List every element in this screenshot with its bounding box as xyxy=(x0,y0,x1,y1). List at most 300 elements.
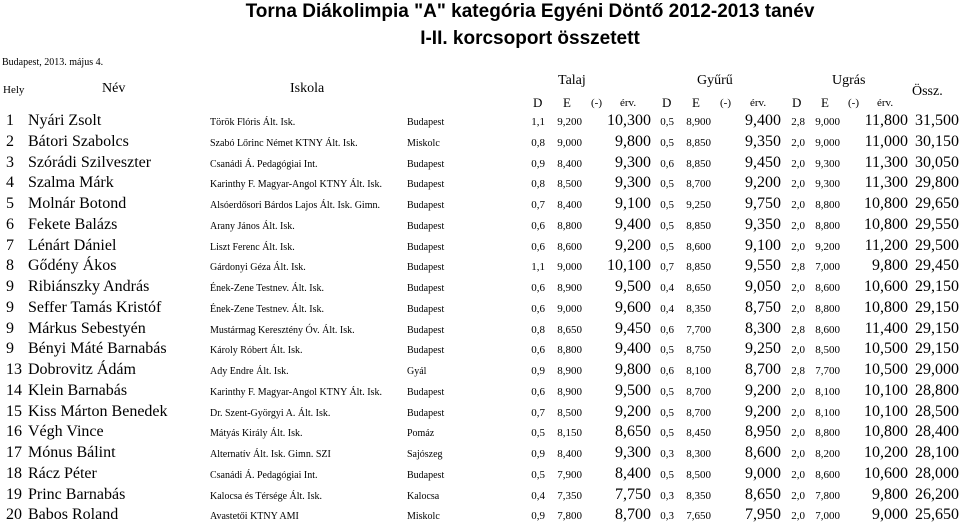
d-score-cell: 0,7 xyxy=(531,406,545,419)
valid-score-cell: 9,350 xyxy=(745,132,781,150)
d-score-cell: 0,6 xyxy=(531,282,545,294)
e-score-cell: 8,450 xyxy=(686,427,711,440)
e-score-cell: 8,400 xyxy=(557,448,582,460)
total-score-cell: 29,150 xyxy=(915,298,959,316)
total-score-cell: 31,500 xyxy=(915,112,959,129)
e-score-cell: 8,800 xyxy=(557,344,582,357)
city-cell: Budapest xyxy=(407,158,445,170)
e-score-cell: 7,900 xyxy=(557,468,582,481)
place-cell: 8 xyxy=(6,257,14,275)
valid-score-cell: 10,500 xyxy=(864,340,908,358)
d-score-cell: 0,6 xyxy=(660,365,674,377)
place-cell: 6 xyxy=(6,215,14,233)
e-score-cell: 8,900 xyxy=(557,385,582,398)
e-score-cell: 8,400 xyxy=(557,199,582,211)
valid-score-cell: 8,600 xyxy=(745,444,781,461)
valid-score-cell: 9,300 xyxy=(615,174,651,192)
e-score-cell: 8,400 xyxy=(557,157,582,170)
table-row xyxy=(0,465,960,485)
e-score-cell: 8,500 xyxy=(557,406,582,419)
e-score-cell: 8,500 xyxy=(815,344,840,357)
d-score-cell: 0,4 xyxy=(531,489,545,502)
name-cell: Princ Barnabás xyxy=(28,485,126,503)
name-cell: Rácz Péter xyxy=(28,464,97,482)
d-score-cell: 0,9 xyxy=(531,157,545,170)
school-cell: Alsóerdősori Bárdos Lajos Ált. Isk. Gimn. xyxy=(210,200,380,211)
header-place: Hely xyxy=(3,84,25,96)
valid-score-cell: 10,100 xyxy=(864,402,908,420)
event-date: Budapest, 2013. május 4. xyxy=(2,57,104,68)
e-score-cell: 8,850 xyxy=(686,157,711,170)
d-score-cell: 0,5 xyxy=(531,468,545,481)
e-score-cell: 7,000 xyxy=(815,261,840,274)
valid-score-cell: 9,350 xyxy=(745,215,781,233)
d-score-cell: 1,1 xyxy=(531,261,545,274)
sub-e-vault: E xyxy=(821,95,829,110)
total-score-cell: 29,000 xyxy=(915,361,959,378)
school-cell: Török Flóris Ált. Isk. xyxy=(210,117,296,128)
place-cell: 15 xyxy=(6,402,22,420)
e-score-cell: 8,100 xyxy=(686,365,711,377)
e-score-cell: 8,500 xyxy=(557,178,582,191)
valid-score-cell: 10,800 xyxy=(864,215,908,233)
e-score-cell: 8,350 xyxy=(686,302,711,315)
school-cell: Mustármag Keresztény Óv. Ált. Isk. xyxy=(210,324,355,336)
e-score-cell: 8,150 xyxy=(557,427,582,440)
e-score-cell: 8,850 xyxy=(686,136,711,149)
e-score-cell: 8,650 xyxy=(557,323,582,336)
d-score-cell: 0,6 xyxy=(660,157,674,170)
e-score-cell: 8,800 xyxy=(815,427,840,440)
valid-score-cell: 8,650 xyxy=(615,423,651,441)
place-cell: 13 xyxy=(6,361,22,378)
e-score-cell: 7,800 xyxy=(557,510,582,523)
d-score-cell: 0,6 xyxy=(660,323,674,336)
d-score-cell: 0,5 xyxy=(660,427,674,440)
d-score-cell: 2,8 xyxy=(791,323,805,336)
school-cell: Mátyás Király Ált. Isk. xyxy=(210,428,303,440)
name-cell: Ribiánszky András xyxy=(28,278,150,295)
table-row xyxy=(0,278,960,298)
sub-valid-floor: érv. xyxy=(620,97,637,109)
d-score-cell: 0,5 xyxy=(660,199,674,211)
school-cell: Karinthy F. Magyar-Angol KTNY Ált. Isk. xyxy=(210,179,382,191)
name-cell: Seffer Tamás Kristóf xyxy=(28,298,162,316)
table-row xyxy=(0,195,960,215)
header-name: Név xyxy=(102,81,126,96)
e-score-cell: 8,600 xyxy=(815,468,840,481)
d-score-cell: 0,3 xyxy=(660,448,674,460)
d-score-cell: 2,0 xyxy=(791,489,805,502)
valid-score-cell: 11,000 xyxy=(864,132,908,150)
e-score-cell: 8,750 xyxy=(686,344,711,357)
place-cell: 17 xyxy=(6,444,22,461)
e-score-cell: 7,800 xyxy=(815,489,840,502)
sub-deduction-rings: (-) xyxy=(720,97,731,109)
school-cell: Avastetői KTNY AMI xyxy=(210,511,299,523)
school-cell: Gárdonyi Géza Ált. Isk. xyxy=(210,262,306,274)
total-score-cell: 25,650 xyxy=(915,506,959,524)
school-cell: Liszt Ferenc Ált. Isk. xyxy=(210,241,295,253)
total-score-cell: 30,150 xyxy=(915,132,959,150)
e-score-cell: 8,800 xyxy=(815,199,840,211)
valid-score-cell: 8,700 xyxy=(745,361,781,378)
d-score-cell: 2,0 xyxy=(791,344,805,357)
school-cell: Alternatív Ált. Isk. Gimn. SZI xyxy=(210,449,331,460)
d-score-cell: 0,5 xyxy=(660,178,674,191)
d-score-cell: 0,6 xyxy=(531,385,545,398)
d-score-cell: 0,5 xyxy=(660,136,674,149)
d-score-cell: 2,0 xyxy=(791,157,805,170)
e-score-cell: 8,700 xyxy=(686,178,711,191)
place-cell: 14 xyxy=(6,381,22,399)
e-score-cell: 7,350 xyxy=(557,489,582,502)
sub-d-rings: D xyxy=(662,95,672,110)
valid-score-cell: 10,800 xyxy=(864,195,908,212)
place-cell: 7 xyxy=(6,236,14,254)
e-score-cell: 7,700 xyxy=(815,365,840,377)
valid-score-cell: 9,750 xyxy=(745,195,781,212)
d-score-cell: 0,5 xyxy=(660,406,674,419)
d-score-cell: 0,9 xyxy=(531,448,545,460)
e-score-cell: 8,700 xyxy=(686,406,711,419)
d-score-cell: 0,8 xyxy=(531,323,545,336)
valid-score-cell: 9,600 xyxy=(615,298,651,316)
valid-score-cell: 9,100 xyxy=(615,195,651,212)
document-title: Torna Diákolimpia "A" kategória Egyéni Döntő 2012-2013 tanév xyxy=(245,1,815,22)
e-score-cell: 9,000 xyxy=(815,136,840,149)
city-cell: Gyál xyxy=(407,366,427,377)
table-row xyxy=(0,216,960,236)
valid-score-cell: 9,450 xyxy=(615,319,651,337)
d-score-cell: 0,7 xyxy=(531,199,545,211)
d-score-cell: 0,8 xyxy=(531,178,545,191)
city-cell: Budapest xyxy=(407,324,445,336)
valid-score-cell: 8,650 xyxy=(745,485,781,503)
city-cell: Sajószeg xyxy=(407,449,443,460)
d-score-cell: 0,5 xyxy=(660,468,674,481)
d-score-cell: 2,0 xyxy=(791,406,805,419)
school-cell: Szabó Lőrinc Német KTNY Ált. Isk. xyxy=(210,137,358,149)
e-score-cell: 9,200 xyxy=(557,116,582,128)
d-score-cell: 0,7 xyxy=(660,261,674,274)
table-row xyxy=(0,133,960,153)
valid-score-cell: 9,200 xyxy=(745,402,781,420)
e-score-cell: 9,300 xyxy=(815,178,840,191)
place-cell: 9 xyxy=(6,319,14,337)
e-score-cell: 8,650 xyxy=(686,282,711,294)
valid-score-cell: 10,100 xyxy=(864,381,908,399)
city-cell: Pomáz xyxy=(407,428,435,440)
school-cell: Karinthy F. Magyar-Angol KTNY Ált. Isk. xyxy=(210,386,382,398)
valid-score-cell: 11,400 xyxy=(864,319,908,337)
table-row xyxy=(0,174,960,194)
table-row xyxy=(0,154,960,174)
total-score-cell: 30,050 xyxy=(915,153,959,171)
place-cell: 5 xyxy=(6,195,14,212)
e-score-cell: 7,700 xyxy=(686,323,711,336)
city-cell: Budapest xyxy=(407,303,445,315)
table-row xyxy=(0,340,960,360)
school-cell: Arany János Ált. Isk. xyxy=(210,220,295,232)
table-row xyxy=(0,382,960,402)
valid-score-cell: 7,750 xyxy=(615,485,651,503)
table-row xyxy=(0,423,960,443)
city-cell: Budapest xyxy=(407,469,445,481)
city-cell: Budapest xyxy=(407,345,445,357)
e-score-cell: 8,600 xyxy=(815,323,840,336)
school-cell: Csanádi Á. Pedagógiai Int. xyxy=(210,158,318,170)
d-score-cell: 1,1 xyxy=(531,116,545,128)
e-score-cell: 8,850 xyxy=(686,261,711,274)
place-cell: 19 xyxy=(6,485,22,503)
d-score-cell: 0,6 xyxy=(531,344,545,357)
valid-score-cell: 8,300 xyxy=(745,319,781,337)
valid-score-cell: 9,000 xyxy=(872,506,908,524)
city-cell: Budapest xyxy=(407,262,445,274)
school-cell: Dr. Szent-Györgyi A. Ált. Isk. xyxy=(210,407,331,419)
school-cell: Ének-Zene Testnev. Ált. Isk. xyxy=(210,303,324,315)
name-cell: Klein Barnabás xyxy=(28,381,128,399)
e-score-cell: 8,800 xyxy=(557,219,582,232)
name-cell: Bényi Máté Barnabás xyxy=(28,340,167,358)
d-score-cell: 0,9 xyxy=(531,365,545,377)
d-score-cell: 2,0 xyxy=(791,302,805,315)
place-cell: 20 xyxy=(6,506,22,524)
d-score-cell: 0,3 xyxy=(660,510,674,523)
city-cell: Budapest xyxy=(407,407,445,419)
place-cell: 1 xyxy=(6,112,14,129)
valid-score-cell: 10,500 xyxy=(864,361,908,378)
name-cell: Dobrovitz Ádám xyxy=(28,361,136,378)
valid-score-cell: 9,400 xyxy=(615,340,651,358)
total-score-cell: 28,500 xyxy=(915,402,959,420)
e-score-cell: 7,000 xyxy=(815,510,840,523)
city-cell: Budapest xyxy=(407,179,445,191)
school-cell: Károly Róbert Ált. Isk. xyxy=(210,345,303,357)
d-score-cell: 2,0 xyxy=(791,136,805,149)
e-score-cell: 8,900 xyxy=(557,365,582,377)
d-score-cell: 2,0 xyxy=(791,427,805,440)
d-score-cell: 0,6 xyxy=(531,302,545,315)
table-row xyxy=(0,486,960,506)
city-cell: Budapest xyxy=(407,283,445,294)
sub-d-vault: D xyxy=(792,95,802,110)
d-score-cell: 2,0 xyxy=(791,219,805,232)
valid-score-cell: 9,400 xyxy=(615,215,651,233)
d-score-cell: 0,9 xyxy=(531,510,545,523)
total-score-cell: 29,150 xyxy=(915,278,959,295)
table-row xyxy=(0,361,960,381)
header-school: Iskola xyxy=(290,81,325,96)
valid-score-cell: 9,100 xyxy=(745,236,781,254)
valid-score-cell: 10,800 xyxy=(864,423,908,441)
table-row xyxy=(0,237,960,257)
sub-e-floor: E xyxy=(563,95,571,110)
d-score-cell: 2,0 xyxy=(791,178,805,191)
city-cell: Budapest xyxy=(407,117,445,128)
name-cell: Babos Roland xyxy=(28,506,119,524)
valid-score-cell: 11,300 xyxy=(864,153,908,171)
name-cell: Bátori Szabolcs xyxy=(28,132,129,150)
name-cell: Nyári Zsolt xyxy=(28,112,102,129)
e-score-cell: 8,850 xyxy=(686,219,711,232)
school-cell: Kalocsa és Térsége Ált. Isk. xyxy=(210,490,323,502)
d-score-cell: 0,5 xyxy=(660,385,674,398)
d-score-cell: 2,0 xyxy=(791,448,805,460)
valid-score-cell: 9,300 xyxy=(615,153,651,171)
header-apparatus-floor: Talaj xyxy=(558,73,586,88)
valid-score-cell: 8,750 xyxy=(745,298,781,316)
name-cell: Lénárt Dániel xyxy=(28,236,117,254)
table-row xyxy=(0,320,960,340)
valid-score-cell: 9,400 xyxy=(745,112,781,129)
d-score-cell: 2,8 xyxy=(791,116,805,128)
school-cell: Ének-Zene Testnev. Ált. Isk. xyxy=(210,283,324,294)
name-cell: Szórádi Szilveszter xyxy=(28,153,152,171)
d-score-cell: 0,5 xyxy=(660,116,674,128)
city-cell: Budapest xyxy=(407,386,445,398)
table-row xyxy=(0,444,960,464)
total-score-cell: 29,800 xyxy=(915,174,959,192)
name-cell: Végh Vince xyxy=(28,423,104,441)
valid-score-cell: 8,950 xyxy=(745,423,781,441)
valid-score-cell: 9,000 xyxy=(745,464,781,482)
city-cell: Budapest xyxy=(407,241,445,253)
d-score-cell: 0,6 xyxy=(531,240,545,253)
city-cell: Miskolc xyxy=(407,137,440,149)
e-score-cell: 8,600 xyxy=(557,240,582,253)
valid-score-cell: 9,250 xyxy=(745,340,781,358)
place-cell: 2 xyxy=(6,132,14,150)
valid-score-cell: 7,950 xyxy=(745,506,781,524)
total-score-cell: 29,550 xyxy=(915,215,959,233)
e-score-cell: 8,800 xyxy=(815,302,840,315)
d-score-cell: 0,5 xyxy=(660,219,674,232)
total-score-cell: 28,000 xyxy=(915,464,959,482)
header-total: Össz. xyxy=(912,84,943,99)
city-cell: Kalocsa xyxy=(407,490,440,502)
d-score-cell: 2,0 xyxy=(791,510,805,523)
d-score-cell: 2,0 xyxy=(791,240,805,253)
sub-deduction-floor: (-) xyxy=(591,97,602,109)
e-score-cell: 8,900 xyxy=(557,282,582,294)
e-score-cell: 9,000 xyxy=(557,136,582,149)
sub-e-rings: E xyxy=(692,95,700,110)
total-score-cell: 29,150 xyxy=(915,319,959,337)
city-cell: Budapest xyxy=(407,200,445,211)
place-cell: 9 xyxy=(6,278,14,295)
name-cell: Gődény Ákos xyxy=(28,257,117,275)
header-apparatus-vault: Ugrás xyxy=(832,73,866,88)
city-cell: Miskolc xyxy=(407,511,440,523)
d-score-cell: 0,4 xyxy=(660,282,674,294)
e-score-cell: 8,500 xyxy=(686,468,711,481)
place-cell: 9 xyxy=(6,298,14,316)
valid-score-cell: 9,800 xyxy=(615,132,651,150)
total-score-cell: 28,400 xyxy=(915,423,959,441)
e-score-cell: 8,600 xyxy=(815,282,840,294)
valid-score-cell: 11,200 xyxy=(864,236,908,254)
e-score-cell: 8,600 xyxy=(686,240,711,253)
place-cell: 18 xyxy=(6,464,22,482)
d-score-cell: 0,8 xyxy=(531,136,545,149)
place-cell: 3 xyxy=(6,153,14,171)
school-cell: Csanádi Á. Pedagógiai Int. xyxy=(210,469,318,481)
valid-score-cell: 9,800 xyxy=(615,361,651,378)
valid-score-cell: 9,450 xyxy=(745,153,781,171)
name-cell: Molnár Botond xyxy=(28,195,127,212)
name-cell: Márkus Sebestyén xyxy=(28,319,146,337)
e-score-cell: 8,350 xyxy=(686,489,711,502)
valid-score-cell: 9,200 xyxy=(745,174,781,192)
valid-score-cell: 10,800 xyxy=(864,298,908,316)
table-row xyxy=(0,506,960,526)
e-score-cell: 9,200 xyxy=(815,240,840,253)
valid-score-cell: 9,800 xyxy=(872,257,908,275)
school-cell: Ady Endre Ált. Isk. xyxy=(210,366,289,377)
d-score-cell: 0,6 xyxy=(531,219,545,232)
valid-score-cell: 9,200 xyxy=(745,381,781,399)
valid-score-cell: 11,800 xyxy=(864,112,908,129)
e-score-cell: 9,300 xyxy=(815,157,840,170)
valid-score-cell: 9,800 xyxy=(872,485,908,503)
place-cell: 4 xyxy=(6,174,14,192)
valid-score-cell: 10,300 xyxy=(607,112,651,129)
d-score-cell: 2,0 xyxy=(791,468,805,481)
total-score-cell: 28,800 xyxy=(915,381,959,399)
valid-score-cell: 8,700 xyxy=(615,506,651,524)
place-cell: 16 xyxy=(6,423,22,441)
e-score-cell: 8,200 xyxy=(815,448,840,460)
valid-score-cell: 10,600 xyxy=(864,278,908,295)
valid-score-cell: 10,600 xyxy=(864,464,908,482)
e-score-cell: 9,000 xyxy=(557,302,582,315)
d-score-cell: 2,8 xyxy=(791,261,805,274)
sub-valid-vault: érv. xyxy=(877,97,894,109)
valid-score-cell: 10,200 xyxy=(864,444,908,461)
place-cell: 9 xyxy=(6,340,14,358)
d-score-cell: 2,8 xyxy=(791,365,805,377)
table-row xyxy=(0,403,960,423)
table-row xyxy=(0,112,960,132)
total-score-cell: 26,200 xyxy=(915,485,959,503)
valid-score-cell: 9,500 xyxy=(615,381,651,399)
valid-score-cell: 11,300 xyxy=(864,174,908,192)
d-score-cell: 2,0 xyxy=(791,385,805,398)
valid-score-cell: 9,550 xyxy=(745,257,781,275)
name-cell: Fekete Balázs xyxy=(28,215,118,233)
sub-valid-rings: érv. xyxy=(750,97,767,109)
e-score-cell: 8,800 xyxy=(815,219,840,232)
valid-score-cell: 10,100 xyxy=(607,257,651,275)
valid-score-cell: 8,400 xyxy=(615,464,651,482)
total-score-cell: 29,450 xyxy=(915,257,959,275)
e-score-cell: 8,100 xyxy=(815,406,840,419)
valid-score-cell: 9,200 xyxy=(615,402,651,420)
e-score-cell: 8,900 xyxy=(686,116,711,128)
total-score-cell: 29,150 xyxy=(915,340,959,358)
e-score-cell: 9,000 xyxy=(815,116,840,128)
d-score-cell: 0,5 xyxy=(660,240,674,253)
e-score-cell: 9,000 xyxy=(557,261,582,274)
d-score-cell: 0,4 xyxy=(660,302,674,315)
city-cell: Budapest xyxy=(407,220,445,232)
document-subtitle: I-II. korcsoport összetett xyxy=(420,28,640,49)
valid-score-cell: 9,200 xyxy=(615,236,651,254)
d-score-cell: 0,5 xyxy=(531,427,545,440)
total-score-cell: 29,500 xyxy=(915,236,959,254)
